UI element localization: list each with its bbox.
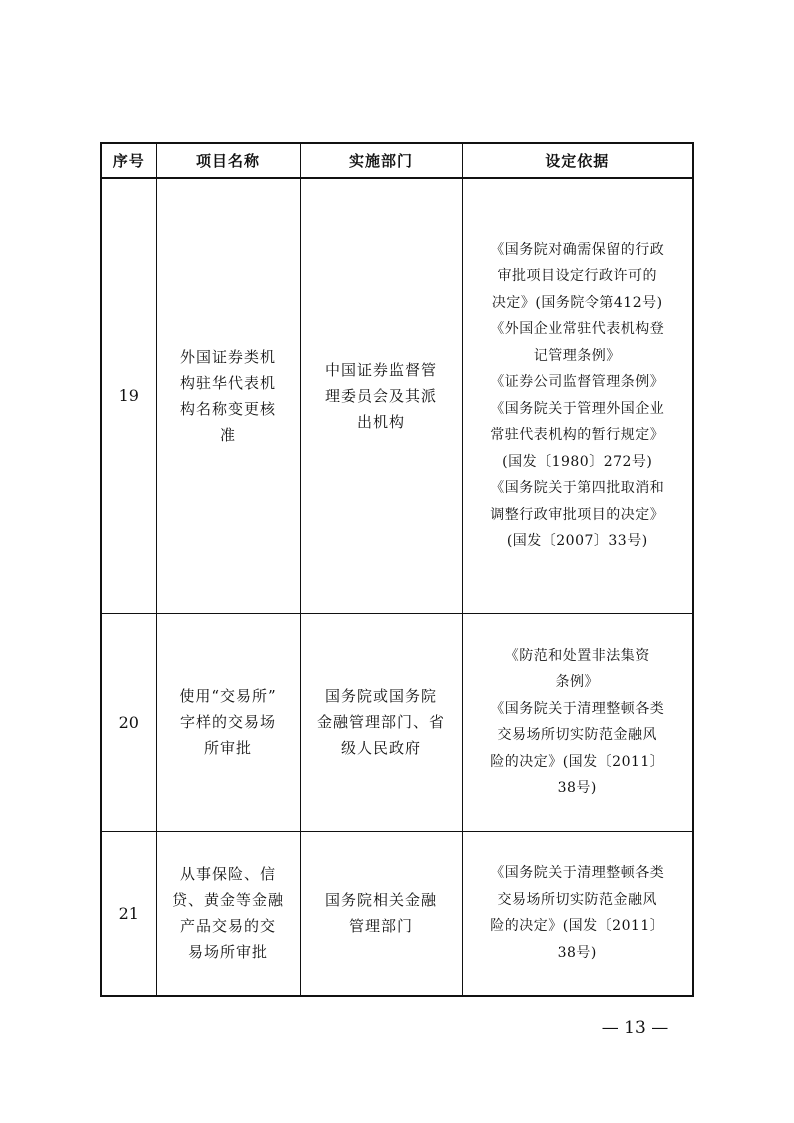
item-name-line: 准 <box>219 425 236 444</box>
item-name-line: 贷、黄金等金融 <box>171 891 284 910</box>
department <box>300 178 462 613</box>
header-serial-number: 序号 <box>101 143 156 178</box>
row-number: 21 <box>101 831 156 996</box>
legal-basis <box>462 831 693 996</box>
item-name-line: 字样的交易场 <box>179 713 276 731</box>
basis-line: 《国务院对确需保留的行政 <box>490 241 665 258</box>
basis-line: 交易场所切实防范金融风 <box>497 891 657 908</box>
header-department: 实施部门 <box>300 143 462 178</box>
approval-items-table <box>100 142 694 997</box>
basis-line: 《国务院关于清理整顿各类 <box>490 865 665 882</box>
item-name-line: 构驻华代表机 <box>179 373 276 392</box>
basis-line: 《国务院关于清理整顿各类 <box>490 700 665 717</box>
item-name <box>156 178 300 613</box>
page-number: — 13 — <box>601 1018 669 1038</box>
department-line: 中国证券监督管 <box>324 360 437 379</box>
basis-line: 条例》 <box>555 674 599 690</box>
legal-basis <box>462 613 693 831</box>
department-line: 国务院或国务院 <box>324 687 437 705</box>
basis-line: (国发〔2007〕33号) <box>506 533 648 550</box>
basis-line: 险的决定》(国发〔2011〕 <box>490 918 665 935</box>
row-number: 19 <box>101 178 156 613</box>
table-row <box>101 831 693 996</box>
basis-line: (国发〔1980〕272号) <box>502 453 653 470</box>
basis-line: 38号) <box>557 780 597 796</box>
item-name-line: 产品交易的交 <box>179 917 276 936</box>
header-item-name: 项目名称 <box>156 143 300 178</box>
basis-line: 《国务院关于管理外国企业 <box>490 400 665 417</box>
basis-line: 《证券公司监督管理条例》 <box>490 374 665 391</box>
basis-line: 《防范和处置非法集资 <box>504 647 650 664</box>
department-line: 管理部门 <box>348 917 413 936</box>
department-line: 金融管理部门、省 <box>316 713 445 731</box>
basis-line: 记管理条例》 <box>533 347 621 364</box>
item-name-line: 易场所审批 <box>187 943 268 962</box>
department-line: 国务院相关金融 <box>324 891 437 910</box>
department-line: 理委员会及其派 <box>324 386 437 405</box>
basis-line: 《国务院关于第四批取消和 <box>490 480 665 497</box>
item-name-line: 使用“交易所” <box>179 687 277 705</box>
basis-line: 交易场所切实防范金融风 <box>497 727 657 743</box>
table-row <box>101 613 693 831</box>
table-header-row <box>101 143 693 178</box>
item-name <box>156 831 300 996</box>
header-legal-basis: 设定依据 <box>462 143 693 178</box>
department-line: 级人民政府 <box>340 739 421 757</box>
item-name-line: 构名称变更核 <box>179 399 276 418</box>
item-name-line: 所审批 <box>203 739 252 757</box>
basis-line: 审批项目设定行政许可的 <box>497 268 657 285</box>
department <box>300 831 462 996</box>
basis-line: 《外国企业常驻代表机构登 <box>490 321 665 338</box>
legal-basis <box>462 178 693 613</box>
item-name-line: 外国证券类机 <box>179 347 276 366</box>
row-number: 20 <box>101 613 156 831</box>
basis-line: 38号) <box>557 944 597 961</box>
department <box>300 613 462 831</box>
basis-line: 险的决定》(国发〔2011〕 <box>490 753 665 770</box>
item-name <box>156 613 300 831</box>
department-line: 出机构 <box>356 412 405 431</box>
basis-line: 常驻代表机构的暂行规定》 <box>490 427 665 444</box>
basis-line: 决定》(国务院令第412号) <box>491 294 663 311</box>
basis-line: 调整行政审批项目的决定》 <box>490 506 665 523</box>
table-row <box>101 178 693 613</box>
item-name-line: 从事保险、信 <box>179 865 276 884</box>
